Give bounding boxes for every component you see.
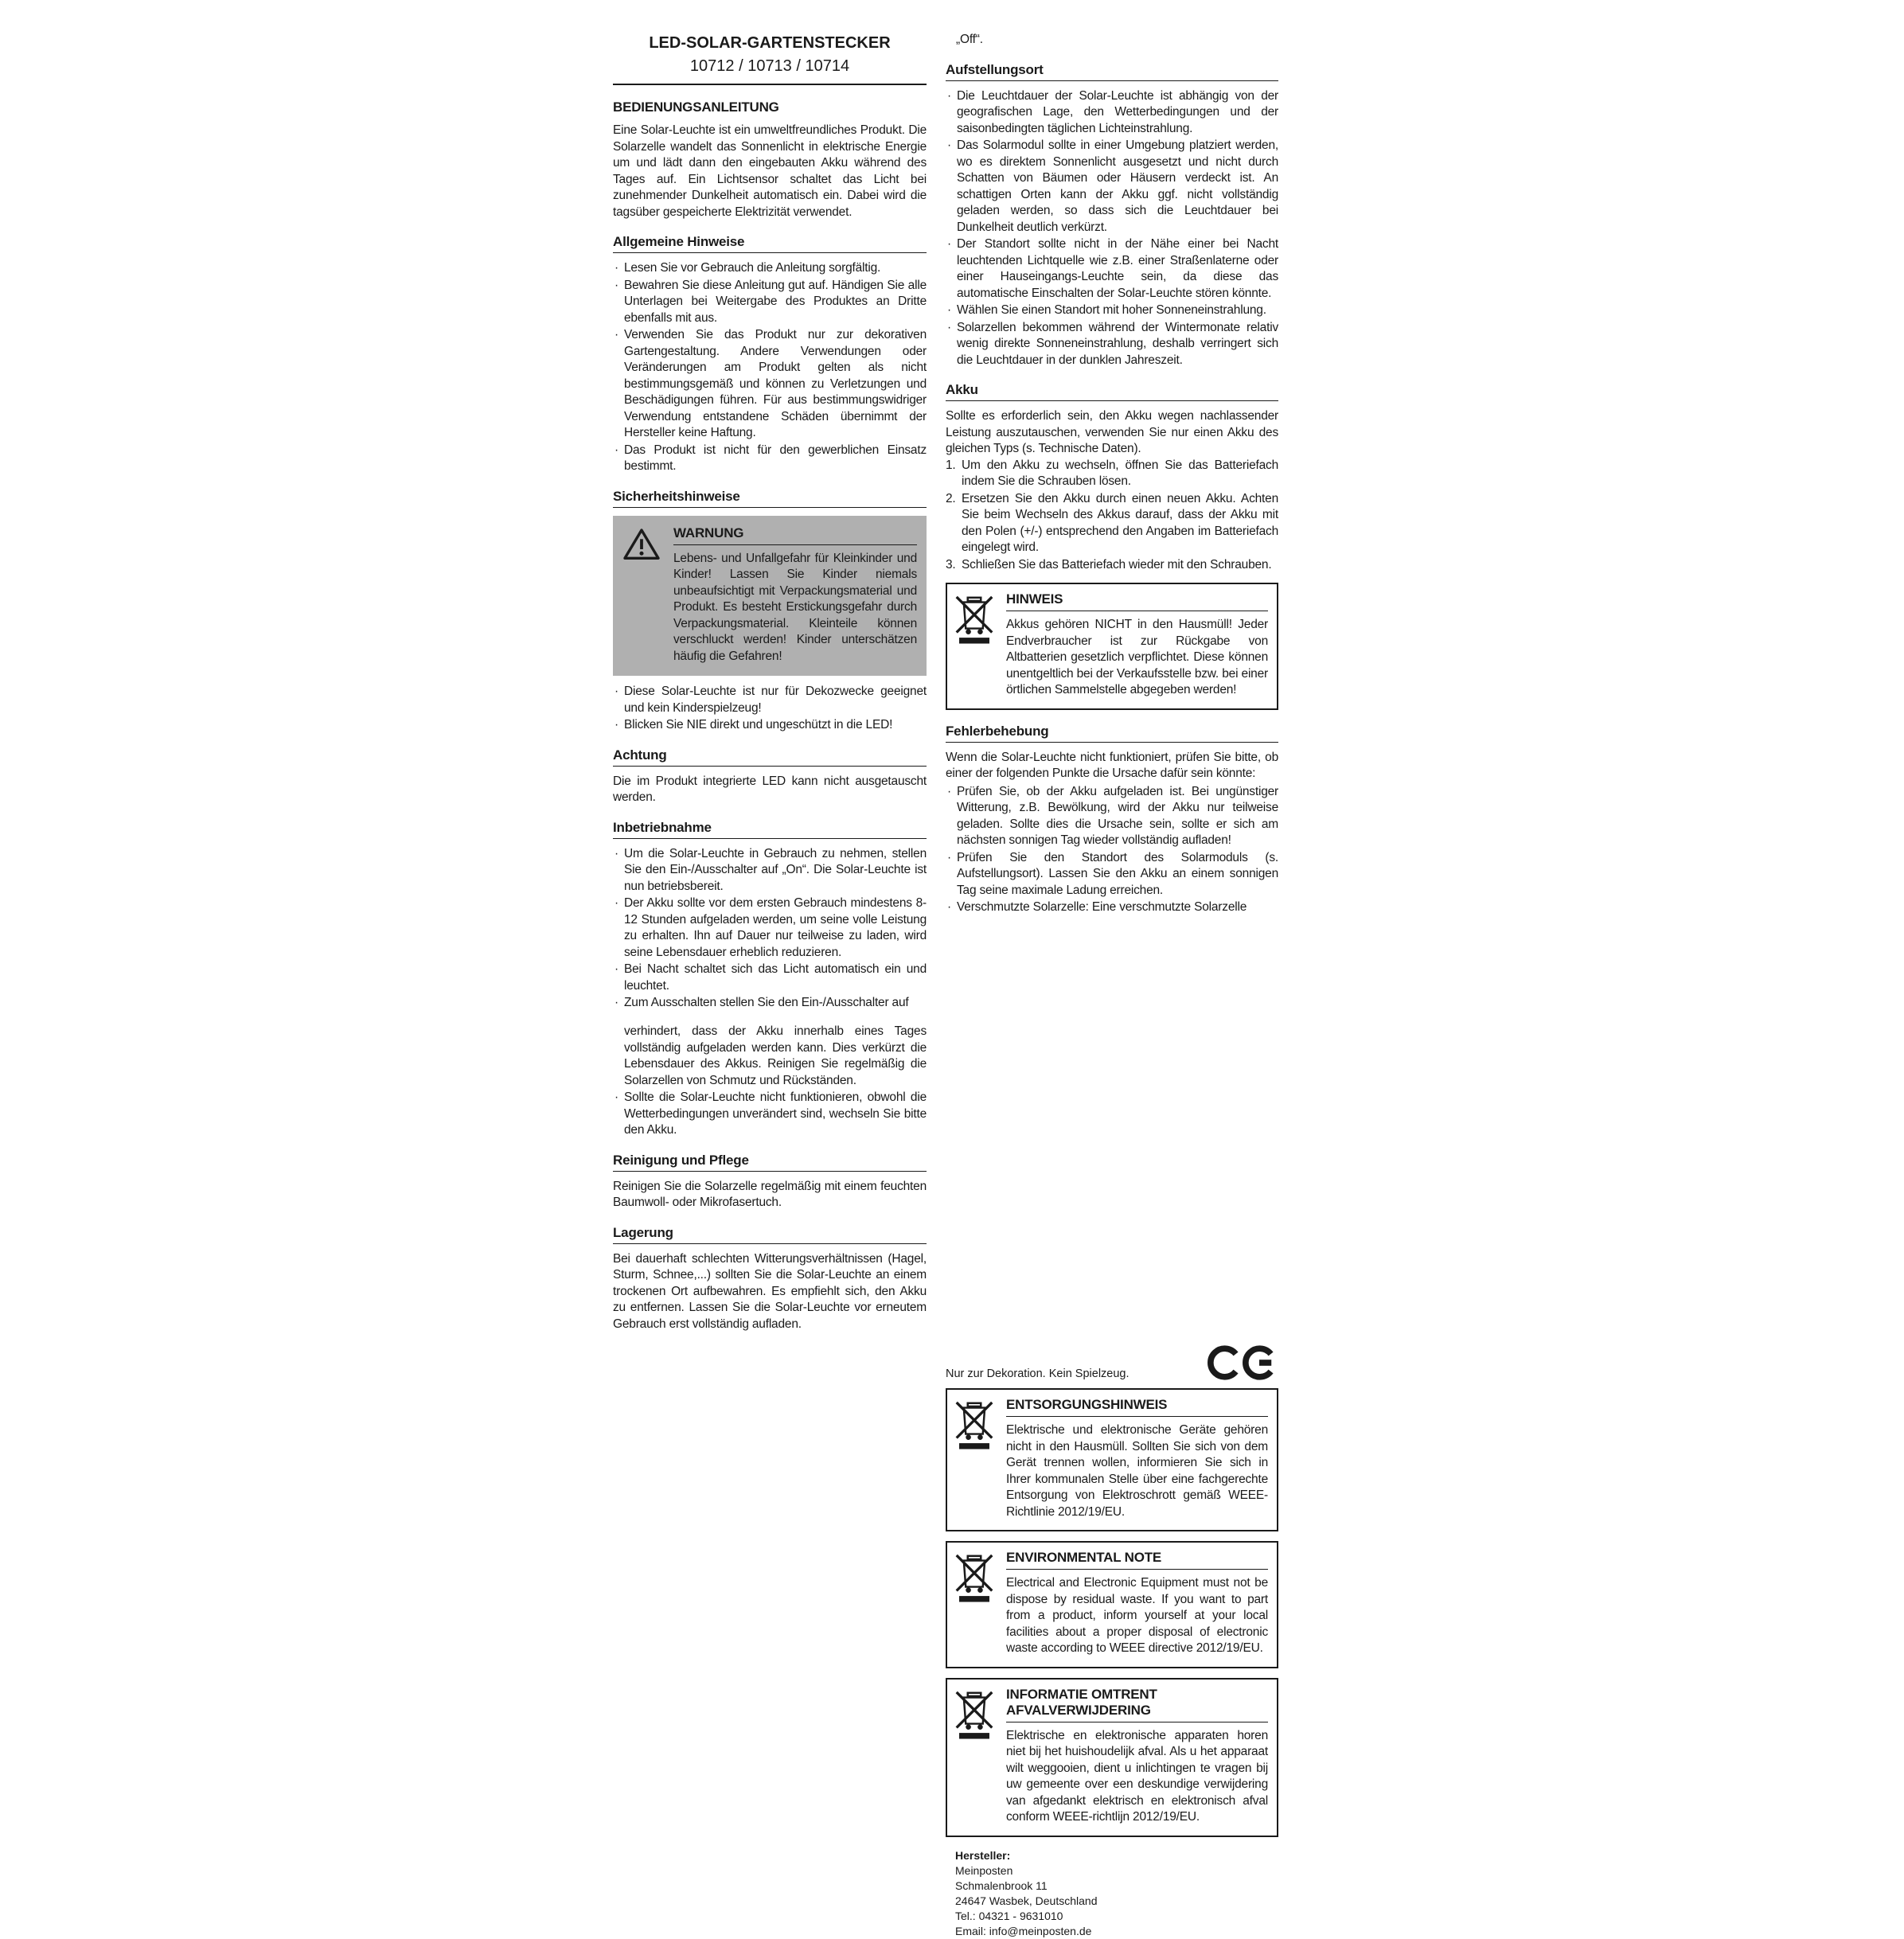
- list-item: · Verschmutzte Solarzelle: Eine verschmutzte Solarzelle: [946, 899, 1278, 916]
- manufacturer-phone: Tel.: 04321 - 9631010: [955, 1909, 1063, 1922]
- environmental-note-box: [946, 1541, 1278, 1668]
- list-item: · Solarzellen bekommen während der Wintermonate relativ wenig direkte Sonneneinstrahlung, deshalb verringert sich die Leuchtdauer in der dunklen Jahreszeit.: [946, 320, 1278, 369]
- manufacturer-city: 24647 Wasbek, Deutschland: [955, 1894, 1098, 1907]
- ce-mark: [1207, 1342, 1277, 1383]
- list-item: · Verwenden Sie das Produkt nur zur dekorativen Gartengestaltung. Andere Verwendungen oder Veränderungen am Produkt gelten als nicht bestimmungsgemäß und können zu Verletzungen und Beschädigungen führen. Für aus bestimmungswidriger Verwendung entstandene Schäden übernimmt der Hersteller keine Haftung.: [613, 327, 927, 442]
- manufacturer-name: Meinposten: [955, 1863, 1013, 1877]
- warning-triangle-icon: [622, 525, 662, 665]
- weee-crossed-bin-icon: [954, 591, 996, 699]
- section-lagerung: Lagerung: [613, 1224, 927, 1244]
- reinigung-text: Reinigen Sie die Solarzelle regelmäßig mit einem feuchten Baumwoll- oder Mikrofasertuch.: [613, 1179, 927, 1209]
- page-title: LED-SOLAR-GARTENSTECKER: [649, 34, 891, 52]
- hinweis-text: Akkus gehören NICHT in den Hausmüll! Jeder Endverbraucher ist zur Rückgabe von Altbatterien gesetzlich verpflichtet. Diese können unentgeltlich bei der Verkaufsstelle bzw. bei einer örtlichen Sammelstelle abgegeben werden!: [1006, 618, 1268, 696]
- section-allgemeine-hinweise: Allgemeine Hinweise: [613, 233, 927, 253]
- list-item: Um den Akku zu wechseln, öffnen Sie das Batteriefach indem Sie die Schrauben lösen.: [962, 458, 1278, 488]
- section-reinigung-und-pflege: Reinigung und Pflege: [613, 1152, 927, 1172]
- left-column-page1: [613, 33, 927, 1012]
- list-item: · Die Leuchtdauer der Solar-Leuchte ist abhängig von der geografischen Lage, den Wetterbedingungen und der saisonbedingten täglichen Lichteinstrahlung.: [946, 88, 1278, 138]
- off-continuation-text: „Off“.: [956, 33, 983, 46]
- list-item: · Prüfen Sie den Standort des Solarmoduls (s. Aufstellungsort). Lassen Sie den Akku an einem sonnigen Tag seine maximale Ladung erreichen.: [946, 850, 1278, 899]
- list-item: · Wählen Sie einen Standort mit hoher Sonneneinstrahlung.: [946, 302, 1278, 319]
- section-achtung: Achtung: [613, 747, 927, 767]
- list-item: · Der Akku sollte vor dem ersten Gebrauch mindestens 8-12 Stunden aufgeladen werden, um seine volle Leistung zu erhalten. Ihn auf Dauer nur teilweise zu laden, wird seine Lebensdauer erheblich reduzieren.: [613, 895, 927, 961]
- weee-crossed-bin-icon: [954, 1687, 996, 1826]
- list-item: · Lesen Sie vor Gebrauch die Anleitung sorgfältig.: [613, 260, 927, 277]
- list-item: · Bei Nacht schaltet sich das Licht automatisch ein und leuchtet.: [613, 962, 927, 994]
- section-bedienungsanleitung: BEDIENUNGSANLEITUNG: [613, 99, 779, 115]
- list-item-continuation: verhindert, dass der Akku innerhalb eines Tages vollständig aufgeladen werden kann. Dies verkürzt die Lebensdauer des Akkus. Reinigen Sie regelmäßig die Solarzellen von Schmutz und Rückständen.: [624, 1024, 927, 1087]
- hinweis-box: [946, 583, 1278, 710]
- list-item: · Diese Solar-Leuchte ist nur für Dekozwecke geeignet und kein Kinderspielzeug!: [613, 684, 927, 716]
- lagerung-text: Bei dauerhaft schlechten Witterungsverhältnissen (Hagel, Sturm, Schnee,...) sollten Sie die Solar-Leuchte an einem trockenen Ort aufbewahren. Es empfiehlt sich, den Akku zu entfernen. Lassen Sie die Solar-Leuchte vor erneutem Gebrauch erst vollständig aufladen.: [613, 1251, 927, 1331]
- list-item: · Prüfen Sie, ob der Akku aufgeladen ist. Bei ungünstiger Witterung, z.B. Bewölkung, wird der Akku nur teilweise geladen. Sollte dies die Ursache sein, sollte er sich am nächsten sonnigen Tag wieder vollständig aufladen!: [946, 784, 1278, 849]
- section-fehlerbehebung: Fehlerbehebung: [946, 723, 1278, 743]
- environmental-note-text: Electrical and Electronic Equipment must not be dispose by residual waste. If you want to part from a product, inform yourself at your local facilities about a proper disposal of electronic waste according to WEEE directive 2012/19/EU.: [1006, 1576, 1268, 1655]
- manufacturer-label: Hersteller:: [955, 1848, 1011, 1862]
- fehlerbehebung-intro: Wenn die Solar-Leuchte nicht funktioniert, prüfen Sie bitte, ob einer der folgenden Punkte die Ursache dafür sein könnte:: [946, 750, 1278, 780]
- fehlerbehebung-bullet-list: [946, 784, 1278, 916]
- troubleshooting-continuation-list: [613, 1024, 927, 1139]
- section-akku: Akku: [946, 381, 1278, 401]
- list-item: Ersetzen Sie den Akku durch einen neuen Akku. Achten Sie beim Wechseln des Akkus darauf, dass der Akku mit den Polen (+/-) entsprechend den Angaben im Batteriefach eingelegt wird.: [962, 491, 1278, 554]
- entsorgungshinweis-title: ENTSORGUNGSHINWEIS: [1006, 1397, 1268, 1417]
- general-bullet-list: [613, 260, 927, 475]
- list-item: · Blicken Sie NIE direkt und ungeschützt in die LED!: [613, 717, 927, 734]
- list-item: · Das Produkt ist nicht für den gewerblichen Einsatz bestimmt.: [613, 443, 927, 475]
- weee-crossed-bin-icon: [954, 1550, 996, 1657]
- list-item: · Sollte die Solar-Leuchte nicht funktionieren, obwohl die Wetterbedingungen unverändert sind, wechseln Sie bitte den Akku.: [613, 1090, 927, 1139]
- environmental-note-title: ENVIRONMENTAL NOTE: [1006, 1550, 1268, 1570]
- entsorgungshinweis-box: [946, 1388, 1278, 1531]
- manufacturer-block: [946, 1848, 1278, 1939]
- akku-steps-list: [946, 458, 1278, 574]
- list-item: · Der Standort sollte nicht in der Nähe einer bei Nacht leuchtenden Lichtquelle wie z.B. einer Straßenlaterne oder einer Hauseingangs-Leuchte sein, da diese das automatische Einschalten der Solar-Leuchte stören könnte.: [946, 236, 1278, 302]
- aufstellungsort-bullet-list: [946, 88, 1278, 369]
- list-item: · Das Solarmodul sollte in einer Umgebung platziert werden, wo es direktem Sonnenlicht ausgesetzt und nicht durch Schatten von Bäumen oder Häusern verdeckt ist. An schattigen Orten kann der Akku ggf. nicht vollständig geladen werden, so dass sich die Leuchtdauer bei Dunkelheit deutlich verkürzt.: [946, 138, 1278, 236]
- list-item: · Zum Ausschalten stellen Sie den Ein-/Ausschalter auf: [613, 995, 927, 1012]
- hinweis-title: HINWEIS: [1006, 591, 1268, 611]
- warning-title: WARNUNG: [673, 525, 917, 545]
- entsorgungshinweis-text: Elektrische und elektronische Geräte gehören nicht in den Hausmüll. Sollten Sie sich von dem Gerät trennen wollen, informieren Sie sich in Ihrer kommunalen Stelle über eine fachgerechte Entsorgung von Elektroschrott gemäß WEEE-Richtlinie 2012/19/EU.: [1006, 1423, 1268, 1519]
- inbetriebnahme-bullet-list: [613, 846, 927, 1012]
- afvalverwijdering-text: Elektrische en elektronische apparaten horen niet bij het huishoudelijk afval. Als u het apparaat wilt weggooien, dient u inlichtingen te vragen bij uw gemeente over een deskundige verwijdering van afgedankt elektrisch en elektronisch afval conform WEEE-richtlijn 2012/19/EU.: [1006, 1728, 1268, 1824]
- warning-text: Lebens- und Unfallgefahr für Kleinkinder und Kinder! Lassen Sie Kinder niemals unbeaufsichtigt mit Verpackungsmaterial und Produkt. Es besteht Erstickungsgefahr durch Verpackungsmaterial. Kleinteile können verschluckt werden! Kinder unterschätzen häufig die Gefahren!: [673, 551, 917, 663]
- warning-box: [613, 516, 927, 677]
- afvalverwijdering-box: [946, 1678, 1278, 1837]
- right-column-page2: [946, 1342, 1278, 1939]
- title-divider: [613, 84, 927, 85]
- safety-bullet-list: [613, 684, 927, 734]
- list-item: Schließen Sie das Batteriefach wieder mit den Schrauben.: [962, 557, 1272, 572]
- decoration-note: Nur zur Dekoration. Kein Spielzeug.: [946, 1367, 1130, 1380]
- section-inbetriebnahme: Inbetriebnahme: [613, 819, 927, 839]
- achtung-text: Die im Produkt integrierte LED kann nicht ausgetauscht werden.: [613, 774, 927, 804]
- model-numbers: 10712 / 10713 / 10714: [689, 57, 850, 75]
- akku-intro: Sollte es erforderlich sein, den Akku wegen nachlassender Leistung auszutauschen, verwenden Sie nur einen Akku des gleichen Typs (s. Technische Daten).: [946, 409, 1278, 455]
- list-item: · Bewahren Sie diese Anleitung gut auf. Händigen Sie alle Unterlagen bei Weitergabe des Produktes an Dritte ebenfalls mit aus.: [613, 278, 927, 327]
- section-aufstellungsort: Aufstellungsort: [946, 61, 1278, 81]
- section-sicherheitshinweise: Sicherheitshinweise: [613, 488, 927, 508]
- left-column-page2: [613, 1024, 927, 1332]
- weee-crossed-bin-icon: [954, 1397, 996, 1520]
- manufacturer-street: Schmalenbrook 11: [955, 1879, 1048, 1892]
- afvalverwijdering-title: INFORMATIE OMTRENT AFVALVERWIJDERING: [1006, 1687, 1268, 1722]
- manufacturer-email: Email: info@meinposten.de: [955, 1924, 1092, 1937]
- list-item: · Um die Solar-Leuchte in Gebrauch zu nehmen, stellen Sie den Ein-/Ausschalter auf „On“. Die Solar-Leuchte ist nun betriebsbereit.: [613, 846, 927, 895]
- right-column-page1: [946, 32, 1278, 917]
- intro-paragraph: Eine Solar-Leuchte ist ein umweltfreundliches Produkt. Die Solarzelle wandelt das Sonnenlicht in elektrische Energie um und lädt dann den eingebauten Akku während des Tages auf. Ein Lichtsensor schaltet das Licht bei zunehmender Dunkelheit automatisch ein. Dabei wird die tagsüber gespeicherte Elektrizität verwendet.: [613, 123, 927, 219]
